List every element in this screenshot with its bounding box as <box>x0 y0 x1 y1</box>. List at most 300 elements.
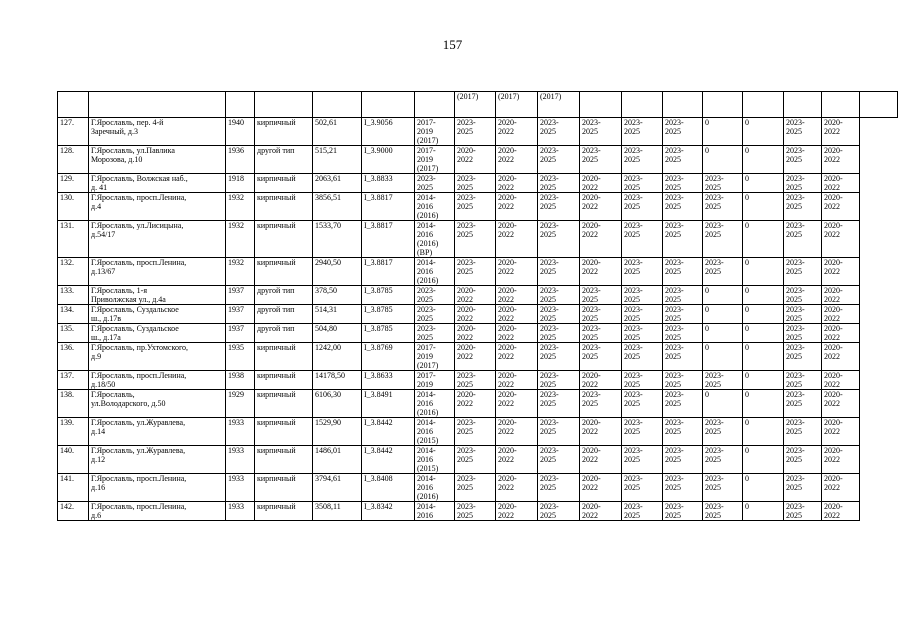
table-row <box>58 174 898 193</box>
address-cell: Г.Ярославль, ул.Володарского, д.50 <box>89 390 226 418</box>
table-cell: 2020- 2022 <box>822 193 860 221</box>
table-cell: 1935 <box>226 343 255 371</box>
table-cell: 2023- 2025 <box>455 221 496 258</box>
table-row <box>58 371 898 390</box>
table-cell: 0 <box>703 324 743 343</box>
table-cell: 2020- 2022 <box>496 146 538 174</box>
table-cell: 1932 <box>226 221 255 258</box>
table-cell: 2020- 2022 <box>822 343 860 371</box>
table-cell: 0 <box>743 343 784 371</box>
table-cell: 2020- 2022 <box>580 474 622 502</box>
table-cell: 2020- 2022 <box>580 193 622 221</box>
table-cell: 2023- 2025 <box>663 371 703 390</box>
header-cell <box>313 92 362 118</box>
table-cell: 2023- 2025 <box>784 371 822 390</box>
table-row <box>58 193 898 221</box>
table-cell: 2023- 2025 <box>784 418 822 446</box>
table-cell: 1940 <box>226 118 255 146</box>
row-number-cell: 128. <box>58 146 89 174</box>
table-cell: I_3.8785 <box>362 286 415 305</box>
table-cell: I_3.8442 <box>362 446 415 474</box>
table-cell: 514,31 <box>313 305 362 324</box>
table-cell: 2020- 2022 <box>822 146 860 174</box>
table-cell: 2020- 2022 <box>455 286 496 305</box>
table-cell: 2023- 2025 <box>784 343 822 371</box>
table-cell: 2023- 2025 <box>784 174 822 193</box>
table-cell: I_3.8817 <box>362 258 415 286</box>
header-cell <box>255 92 313 118</box>
row-number-cell: 136. <box>58 343 89 371</box>
table-cell: 2023- 2025 <box>784 502 822 521</box>
table-cell: кирпичный <box>255 258 313 286</box>
table-cell: 2023- 2025 <box>622 418 663 446</box>
table-cell: 2023- 2025 <box>663 324 703 343</box>
table-cell: 2020- 2022 <box>496 258 538 286</box>
table-cell: 2023- 2025 <box>538 286 580 305</box>
table-cell: 2023- 2025 <box>455 474 496 502</box>
table-cell: 2017- 2019 (2017) <box>415 343 455 371</box>
header-cell: (2017) <box>538 92 580 118</box>
table-cell: 2023- 2025 <box>538 305 580 324</box>
table-cell: 2020- 2022 <box>822 474 860 502</box>
table-cell: 2023- 2025 <box>663 390 703 418</box>
table-cell: 1933 <box>226 446 255 474</box>
table-cell: I_3.8442 <box>362 418 415 446</box>
table-cell: 3508,11 <box>313 502 362 521</box>
table-cell: 2023- 2025 <box>538 418 580 446</box>
table-cell: 2023- 2025 <box>538 502 580 521</box>
table-cell: I_3.8817 <box>362 193 415 221</box>
table-cell: I_3.8408 <box>362 474 415 502</box>
table-cell: 2023- 2025 <box>538 193 580 221</box>
table-cell: 1933 <box>226 418 255 446</box>
table-cell: 2020- 2022 <box>496 390 538 418</box>
table-cell: 0 <box>743 118 784 146</box>
table-cell: 0 <box>703 343 743 371</box>
table-cell: кирпичный <box>255 221 313 258</box>
table-cell: 1932 <box>226 193 255 221</box>
table-row <box>58 446 898 474</box>
table-cell: 0 <box>703 118 743 146</box>
header-cell <box>580 92 622 118</box>
table-cell: 2023- 2025 <box>663 286 703 305</box>
address-cell: Г.Ярославль, просп.Ленина, д.13/67 <box>89 258 226 286</box>
table-cell: кирпичный <box>255 371 313 390</box>
table-cell: I_3.8633 <box>362 371 415 390</box>
table-cell: 2023- 2025 <box>784 446 822 474</box>
table-cell: 2023- 2025 <box>538 118 580 146</box>
table-cell: другой тип <box>255 146 313 174</box>
table-row <box>58 286 898 305</box>
address-cell: Г.Ярославль, пр.Ухтомского, д.9 <box>89 343 226 371</box>
table-cell: кирпичный <box>255 390 313 418</box>
table-cell: 0 <box>743 258 784 286</box>
row-number-cell: 140. <box>58 446 89 474</box>
registry-table-body <box>58 92 898 521</box>
table-cell: 2017- 2019 (2017) <box>415 118 455 146</box>
row-number-cell: 130. <box>58 193 89 221</box>
table-cell: 2023- 2025 <box>663 146 703 174</box>
table-cell: 2020- 2022 <box>580 221 622 258</box>
table-cell: 2023- 2025 <box>663 418 703 446</box>
table-cell: 1918 <box>226 174 255 193</box>
table-cell: 2023- 2025 <box>622 146 663 174</box>
table-cell: 2023- 2025 <box>622 258 663 286</box>
table-cell: 2020- 2022 <box>455 305 496 324</box>
table-cell: 2020- 2022 <box>455 324 496 343</box>
table-cell: 2014- 2016 (2016) <box>415 390 455 418</box>
row-number-cell: 141. <box>58 474 89 502</box>
table-cell: 2023- 2025 <box>580 286 622 305</box>
table-cell: 2020- 2022 <box>580 174 622 193</box>
table-cell: 2023- 2025 <box>663 221 703 258</box>
table-cell: кирпичный <box>255 474 313 502</box>
table-cell: 2020- 2022 <box>580 418 622 446</box>
table-cell: 2020- 2022 <box>455 343 496 371</box>
table-cell: 2023- 2025 <box>538 221 580 258</box>
row-number-cell: 133. <box>58 286 89 305</box>
row-number-cell: 137. <box>58 371 89 390</box>
table-cell: 3794,61 <box>313 474 362 502</box>
table-cell: 2023- 2025 <box>703 418 743 446</box>
page-number: 157 <box>442 37 463 52</box>
table-row <box>58 258 898 286</box>
table-cell: I_3.8833 <box>362 174 415 193</box>
table-cell: 2023- 2025 <box>784 258 822 286</box>
address-cell: Г.Ярославль, пер. 4-й Заречный, д.3 <box>89 118 226 146</box>
table-cell: 2023- 2025 <box>703 174 743 193</box>
table-cell: 0 <box>703 390 743 418</box>
table-row <box>58 343 898 371</box>
table-cell: 2023- 2025 <box>784 221 822 258</box>
table-cell: 2020- 2022 <box>580 371 622 390</box>
table-cell: 2020- 2022 <box>496 324 538 343</box>
table-cell: 2020- 2022 <box>496 418 538 446</box>
table-cell: 0 <box>743 474 784 502</box>
table-cell: 0 <box>743 305 784 324</box>
table-cell: 2023- 2025 <box>622 221 663 258</box>
table-row <box>58 305 898 324</box>
table-row <box>58 502 898 521</box>
table-cell: 0 <box>743 446 784 474</box>
table-row <box>58 324 898 343</box>
table-cell: 0 <box>743 371 784 390</box>
table-cell: 2020- 2022 <box>496 193 538 221</box>
table-cell: 2023- 2025 <box>703 193 743 221</box>
address-cell: Г.Ярославль, просп.Ленина, д.6 <box>89 502 226 521</box>
table-cell: 2023- 2025 <box>415 286 455 305</box>
table-cell: 2023- 2025 <box>538 446 580 474</box>
table-cell: 2023- 2025 <box>538 258 580 286</box>
address-cell: Г.Ярославль, просп.Ленина, д.4 <box>89 193 226 221</box>
address-cell: Г.Ярославль, ул.Журавлева, д.14 <box>89 418 226 446</box>
table-cell: 2023- 2025 <box>538 390 580 418</box>
table-cell: 2023- 2025 <box>663 446 703 474</box>
table-cell: 1933 <box>226 502 255 521</box>
table-row <box>58 146 898 174</box>
table-cell: 2023- 2025 <box>784 305 822 324</box>
table-cell: 2023- 2025 <box>580 324 622 343</box>
table-cell: 2023- 2025 <box>703 446 743 474</box>
table-cell: 2023- 2025 <box>703 221 743 258</box>
table-cell: 2023- 2025 <box>663 118 703 146</box>
table-cell: 2020- 2022 <box>496 446 538 474</box>
table-cell: 2023- 2025 <box>703 258 743 286</box>
table-cell: 2023- 2025 <box>663 193 703 221</box>
table-cell: 2023- 2025 <box>622 371 663 390</box>
row-number-cell: 131. <box>58 221 89 258</box>
table-cell: кирпичный <box>255 502 313 521</box>
table-cell: 1937 <box>226 324 255 343</box>
table-cell: 1936 <box>226 146 255 174</box>
table-cell: 2023- 2025 <box>784 390 822 418</box>
address-cell: Г.Ярославль, Суздальское ш., д.17в <box>89 305 226 324</box>
table-cell: 2020- 2022 <box>455 146 496 174</box>
header-cell <box>415 92 455 118</box>
table-cell: 2023- 2025 <box>622 502 663 521</box>
table-cell: 1533,70 <box>313 221 362 258</box>
table-cell: 0 <box>743 390 784 418</box>
address-cell: Г.Ярославль, просп.Ленина, д.16 <box>89 474 226 502</box>
table-cell: 2014- 2016 (2015) <box>415 446 455 474</box>
table-cell: 2023- 2025 <box>415 324 455 343</box>
table-cell: другой тип <box>255 286 313 305</box>
table-cell: 2023- 2025 <box>622 324 663 343</box>
table-cell: 2020- 2022 <box>822 502 860 521</box>
table-cell: 2063,61 <box>313 174 362 193</box>
table-cell: 2023- 2025 <box>622 193 663 221</box>
table-cell: 1929 <box>226 390 255 418</box>
table-cell: кирпичный <box>255 193 313 221</box>
table-cell: 2023- 2025 <box>580 146 622 174</box>
table-cell: 2023- 2025 <box>663 343 703 371</box>
table-cell: 0 <box>743 418 784 446</box>
header-cell <box>362 92 415 118</box>
table-cell: 2023- 2025 <box>703 371 743 390</box>
table-cell: 2020- 2022 <box>580 446 622 474</box>
table-cell: 2014- 2016 (2016) <box>415 258 455 286</box>
row-number-cell: 127. <box>58 118 89 146</box>
table-cell: 1937 <box>226 286 255 305</box>
table-cell: 2023- 2025 <box>622 174 663 193</box>
table-cell: 2020- 2022 <box>822 446 860 474</box>
table-cell: 2020- 2022 <box>822 390 860 418</box>
table-row <box>58 418 898 446</box>
table-cell: 2023- 2025 <box>663 258 703 286</box>
address-cell: Г.Ярославль, ул.Журавлева, д.12 <box>89 446 226 474</box>
table-cell: 2020- 2022 <box>496 474 538 502</box>
header-cell <box>622 92 663 118</box>
table-cell: I_3.9000 <box>362 146 415 174</box>
table-header-row <box>58 92 898 118</box>
table-cell: 3856,51 <box>313 193 362 221</box>
table-cell: 2023- 2025 <box>703 502 743 521</box>
table-cell: 2014- 2016 (2016) <box>415 474 455 502</box>
table-cell: 2023- 2025 <box>455 446 496 474</box>
address-cell: Г.Ярославль, Суздальское ш., д.17а <box>89 324 226 343</box>
table-cell: 2020- 2022 <box>496 221 538 258</box>
table-row <box>58 390 898 418</box>
table-row <box>58 118 898 146</box>
table-cell: 2020- 2022 <box>580 502 622 521</box>
table-cell: 2020- 2022 <box>822 371 860 390</box>
table-cell: 2020- 2022 <box>822 305 860 324</box>
table-cell: 2023- 2025 <box>455 258 496 286</box>
table-cell: 2023- 2025 <box>784 474 822 502</box>
table-cell: 2020- 2022 <box>822 324 860 343</box>
table-cell: 2020- 2022 <box>822 258 860 286</box>
address-cell: Г.Ярославль, просп.Ленина, д.18/50 <box>89 371 226 390</box>
table-cell: 1937 <box>226 305 255 324</box>
table-cell: 2023- 2025 <box>703 474 743 502</box>
row-number-cell: 129. <box>58 174 89 193</box>
table-cell: 2020- 2022 <box>496 286 538 305</box>
table-cell: I_3.9056 <box>362 118 415 146</box>
row-number-cell: 135. <box>58 324 89 343</box>
table-cell: 1486,01 <box>313 446 362 474</box>
table-cell: 2023- 2025 <box>538 371 580 390</box>
table-cell: 2023- 2025 <box>663 305 703 324</box>
table-cell: 0 <box>743 502 784 521</box>
table-cell: 2020- 2022 <box>822 221 860 258</box>
table-cell: 2023- 2025 <box>580 390 622 418</box>
table-cell: 2023- 2025 <box>455 502 496 521</box>
table-cell: 2014- 2016 (2016) <box>415 193 455 221</box>
table-cell: 2020- 2022 <box>496 174 538 193</box>
table-cell: 0 <box>743 193 784 221</box>
table-cell: кирпичный <box>255 418 313 446</box>
table-cell: 2023- 2025 <box>580 343 622 371</box>
table-cell: I_3.8785 <box>362 305 415 324</box>
table-cell: 2023- 2025 <box>663 174 703 193</box>
table-cell: 2020- 2022 <box>455 390 496 418</box>
header-cell: (2017) <box>455 92 496 118</box>
table-cell: 2020- 2022 <box>822 118 860 146</box>
row-number-cell: 132. <box>58 258 89 286</box>
table-cell: 0 <box>703 305 743 324</box>
table-cell: 2023- 2025 <box>538 324 580 343</box>
table-cell: 2023- 2025 <box>663 474 703 502</box>
header-cell <box>860 92 898 118</box>
header-cell <box>58 92 89 118</box>
table-cell: 0 <box>703 146 743 174</box>
table-cell: 2023- 2025 <box>415 305 455 324</box>
header-cell <box>822 92 860 118</box>
table-cell: 2020- 2022 <box>822 286 860 305</box>
table-cell: 2020- 2022 <box>496 305 538 324</box>
address-cell: Г.Ярославль, Волжская наб., д. 41 <box>89 174 226 193</box>
table-cell: 2023- 2025 <box>663 502 703 521</box>
table-cell: 2014- 2016 (2016) (ВР) <box>415 221 455 258</box>
table-cell: кирпичный <box>255 174 313 193</box>
table-cell: 2023- 2025 <box>622 118 663 146</box>
table-cell: 2023- 2025 <box>622 474 663 502</box>
table-cell: кирпичный <box>255 343 313 371</box>
table-row <box>58 221 898 258</box>
table-cell: 14178,50 <box>313 371 362 390</box>
header-cell <box>663 92 703 118</box>
address-cell: Г.Ярославль, ул.Лисицына, д.54/17 <box>89 221 226 258</box>
table-cell: 2023- 2025 <box>455 174 496 193</box>
table-cell: 2023- 2025 <box>580 118 622 146</box>
table-cell: I_3.8785 <box>362 324 415 343</box>
table-cell: 1932 <box>226 258 255 286</box>
table-cell: 2023- 2025 <box>784 286 822 305</box>
table-cell: 2014- 2016 <box>415 502 455 521</box>
table-cell: 2023- 2025 <box>455 118 496 146</box>
table-cell: 0 <box>743 286 784 305</box>
table-cell: 2023- 2025 <box>415 174 455 193</box>
table-cell: другой тип <box>255 324 313 343</box>
header-cell <box>784 92 822 118</box>
table-cell: 2020- 2022 <box>496 118 538 146</box>
table-cell: 2023- 2025 <box>455 193 496 221</box>
table-cell: 2020- 2022 <box>496 343 538 371</box>
table-cell: 1938 <box>226 371 255 390</box>
header-cell <box>743 92 784 118</box>
table-cell: 2017- 2019 <box>415 371 455 390</box>
table-cell: I_3.8817 <box>362 221 415 258</box>
row-number-cell: 138. <box>58 390 89 418</box>
table-cell: 2023- 2025 <box>538 174 580 193</box>
table-cell: 2020- 2022 <box>580 258 622 286</box>
table-cell: I_3.8491 <box>362 390 415 418</box>
address-cell: Г.Ярославль, 1-я Приволжская ул., д.4а <box>89 286 226 305</box>
row-number-cell: 142. <box>58 502 89 521</box>
table-cell: 6106,30 <box>313 390 362 418</box>
table-cell: кирпичный <box>255 446 313 474</box>
table-cell: 2023- 2025 <box>622 286 663 305</box>
table-cell: 502,61 <box>313 118 362 146</box>
table-cell: 515,21 <box>313 146 362 174</box>
table-cell: 0 <box>743 221 784 258</box>
table-cell: другой тип <box>255 305 313 324</box>
table-cell: 1529,90 <box>313 418 362 446</box>
table-row <box>58 474 898 502</box>
table-cell: 2023- 2025 <box>784 146 822 174</box>
table-cell: 2023- 2025 <box>580 305 622 324</box>
table-cell: 504,80 <box>313 324 362 343</box>
table-cell: 378,50 <box>313 286 362 305</box>
table-cell: 2023- 2025 <box>784 324 822 343</box>
table-cell: 2020- 2022 <box>822 174 860 193</box>
row-number-cell: 134. <box>58 305 89 324</box>
table-cell: 2023- 2025 <box>784 118 822 146</box>
table-cell: кирпичный <box>255 118 313 146</box>
table-cell: 2023- 2025 <box>622 343 663 371</box>
table-cell: 0 <box>743 146 784 174</box>
table-cell: 2023- 2025 <box>622 305 663 324</box>
table-cell: I_3.8342 <box>362 502 415 521</box>
registry-table <box>57 91 898 521</box>
table-cell: 2020- 2022 <box>496 502 538 521</box>
header-cell: (2017) <box>496 92 538 118</box>
table-cell: 2020- 2022 <box>496 371 538 390</box>
table-cell: 2017- 2019 (2017) <box>415 146 455 174</box>
table-cell: 2023- 2025 <box>538 146 580 174</box>
table-cell: 1242,00 <box>313 343 362 371</box>
table-cell: 2023- 2025 <box>455 371 496 390</box>
header-cell <box>703 92 743 118</box>
table-cell: 2940,50 <box>313 258 362 286</box>
row-number-cell: 139. <box>58 418 89 446</box>
table-cell: 2023- 2025 <box>455 418 496 446</box>
address-cell: Г.Ярославль, ул.Павлика Морозова, д.10 <box>89 146 226 174</box>
header-cell <box>226 92 255 118</box>
table-cell: 2023- 2025 <box>622 446 663 474</box>
table-cell: 0 <box>743 324 784 343</box>
table-cell: 2023- 2025 <box>784 193 822 221</box>
